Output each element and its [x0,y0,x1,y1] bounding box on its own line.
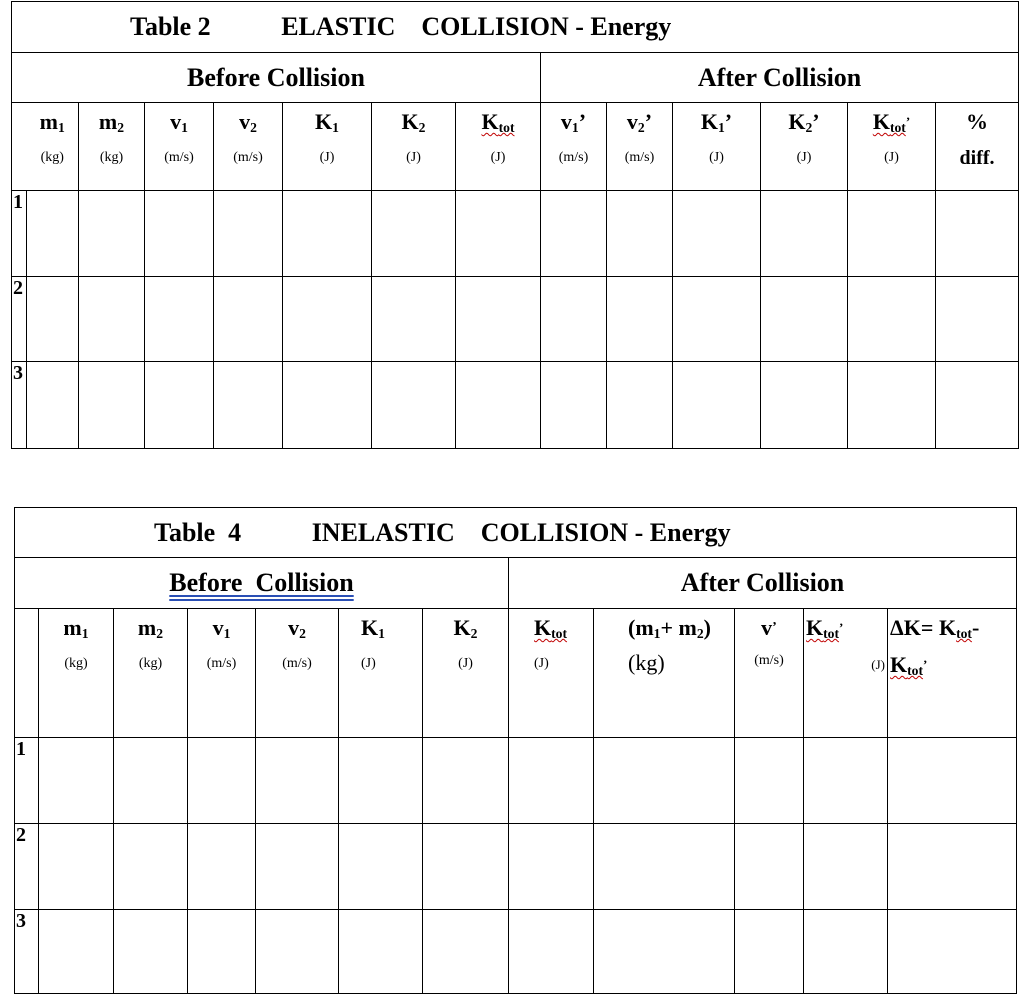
col-header-k2: $K_2$ (J) [372,103,456,191]
table-cell[interactable] [283,362,372,449]
row-number: 3 [15,910,39,994]
table-4-corner [15,609,39,738]
table-cell[interactable] [39,738,114,824]
table-cell[interactable] [509,824,594,910]
table-cell[interactable] [673,191,761,277]
table-2-before-collision: Before Collision [12,53,541,103]
table-cell[interactable] [145,362,214,449]
table-cell[interactable] [594,910,735,994]
table-4-after-collision: After Collision [509,558,1017,609]
table-cell[interactable] [541,362,607,449]
table-cell[interactable] [607,191,673,277]
col-header-percent-diff: % diff. [936,103,1019,191]
row-number: 2 [12,277,27,362]
ktot-prime-unit: (J) [871,657,885,672]
col-header-k1: $K_1$ (J) [339,609,423,738]
col-header-ktot: $K_{tot}$ (J) [509,609,594,738]
table-cell[interactable] [804,824,888,910]
col-header-m1: $m_1$ (kg) [39,609,114,738]
table-cell[interactable] [79,362,145,449]
table-cell[interactable] [145,191,214,277]
table-cell[interactable] [594,738,735,824]
table-cell[interactable] [114,738,188,824]
table-cell[interactable] [114,824,188,910]
row-number: 1 [12,191,27,277]
col-header-ktot-prime: $K_{tot}^’$ (J) [848,103,936,191]
table-cell[interactable] [673,277,761,362]
table-cell[interactable] [188,738,256,824]
table-cell[interactable] [761,362,848,449]
col-header-v-prime: v’ (m/s) [735,609,804,738]
table-cell[interactable] [145,277,214,362]
table-4-before-collision: Before Collision [15,558,509,609]
table-cell[interactable] [339,910,423,994]
table-2-number: Table 2 [130,12,211,41]
table-cell[interactable] [423,738,509,824]
col-header-v2: $v_2$ (m/s) [256,609,339,738]
col-header-total-mass: $(m_1+ m_2)$ (kg) [594,609,735,738]
table-2-heading: ELASTIC COLLISION - Energy [281,12,672,41]
row-number: 3 [12,362,27,449]
table-cell[interactable] [27,362,79,449]
table-cell[interactable] [372,277,456,362]
table-cell[interactable] [456,277,541,362]
table-4-inelastic-energy [14,507,1017,994]
col-header-v1: $v_1$ (m/s) [188,609,256,738]
table-cell[interactable] [607,362,673,449]
table-cell[interactable] [541,191,607,277]
table-cell[interactable] [283,277,372,362]
col-header-m2: $m_2$ (kg) [114,609,188,738]
table-cell[interactable] [39,910,114,994]
table-cell[interactable] [848,362,936,449]
table-cell[interactable] [541,277,607,362]
table-cell[interactable] [39,824,114,910]
table-row [12,362,1019,449]
table-cell[interactable] [188,824,256,910]
row-number: 2 [15,824,39,910]
table-cell[interactable] [456,362,541,449]
table-cell[interactable] [607,277,673,362]
table-cell[interactable] [735,910,804,994]
col-header-v2-prime: $v_2$’ (m/s) [607,103,673,191]
table-2-after-collision: After Collision [541,53,1019,103]
table-cell[interactable] [214,362,283,449]
col-header-k2: $K_2$ (J) [423,609,509,738]
table-row [12,277,1019,362]
table-row [15,824,1017,910]
col-header-m1: $m_1$ (kg) [27,103,79,191]
table-cell[interactable] [372,362,456,449]
table-cell[interactable] [256,738,339,824]
table-4-title [15,508,1017,558]
table-cell[interactable] [936,191,1019,277]
table-cell[interactable] [79,277,145,362]
table-cell[interactable] [735,824,804,910]
table-cell[interactable] [761,191,848,277]
col-header-v2: $v_2$ (m/s) [214,103,283,191]
col-header-m2: $m_2$ (kg) [79,103,145,191]
table-cell[interactable] [27,191,79,277]
col-header-delta-k: $\Delta K= K_{tot}-$ $K_{tot}^’$ [888,609,1017,738]
table-cell[interactable] [114,910,188,994]
table-cell[interactable] [423,910,509,994]
table-cell[interactable] [339,824,423,910]
table-cell[interactable] [594,824,735,910]
table-cell[interactable] [188,910,256,994]
table-cell[interactable] [848,191,936,277]
table-cell[interactable] [848,277,936,362]
table-row [15,738,1017,824]
table-4-number: Table 4 [154,517,242,547]
col-header-k1-prime: $K_1$’ (J) [673,103,761,191]
col-header-ktot: $K_{tot}$ (J) [456,103,541,191]
table-cell[interactable] [256,910,339,994]
table-cell[interactable] [804,738,888,824]
row-number: 1 [15,738,39,824]
table-cell[interactable] [936,362,1019,449]
table-row [15,910,1017,994]
table-cell[interactable] [214,191,283,277]
table-cell[interactable] [456,191,541,277]
table-cell[interactable] [888,824,1017,910]
table-cell[interactable] [936,277,1019,362]
table-cell[interactable] [888,910,1017,994]
table-cell[interactable] [256,824,339,910]
col-header-ktot-prime: $K_{tot}^’$ (J) [804,609,888,738]
table-2-elastic-energy [11,1,1019,449]
table-cell[interactable] [339,738,423,824]
table-cell[interactable] [423,824,509,910]
table-cell[interactable] [283,191,372,277]
table-cell[interactable] [888,738,1017,824]
table-row [12,191,1019,277]
col-header-k1: $K_1$ (J) [283,103,372,191]
table-cell[interactable] [27,277,79,362]
table-4-heading: INELASTIC COLLISION - Energy [311,517,731,547]
table-2-title [12,2,1019,53]
table-cell[interactable] [214,277,283,362]
table-cell[interactable] [735,738,804,824]
table-cell[interactable] [79,191,145,277]
table-cell[interactable] [509,738,594,824]
table-cell[interactable] [372,191,456,277]
col-header-v1-prime: $v_1$’ (m/s) [541,103,607,191]
table-cell[interactable] [673,362,761,449]
table-cell[interactable] [761,277,848,362]
table-2-corner [12,103,27,191]
col-header-v1: $v_1$ (m/s) [145,103,214,191]
table-cell[interactable] [804,910,888,994]
table-cell[interactable] [509,910,594,994]
col-header-k2-prime: $K_2$’ (J) [761,103,848,191]
